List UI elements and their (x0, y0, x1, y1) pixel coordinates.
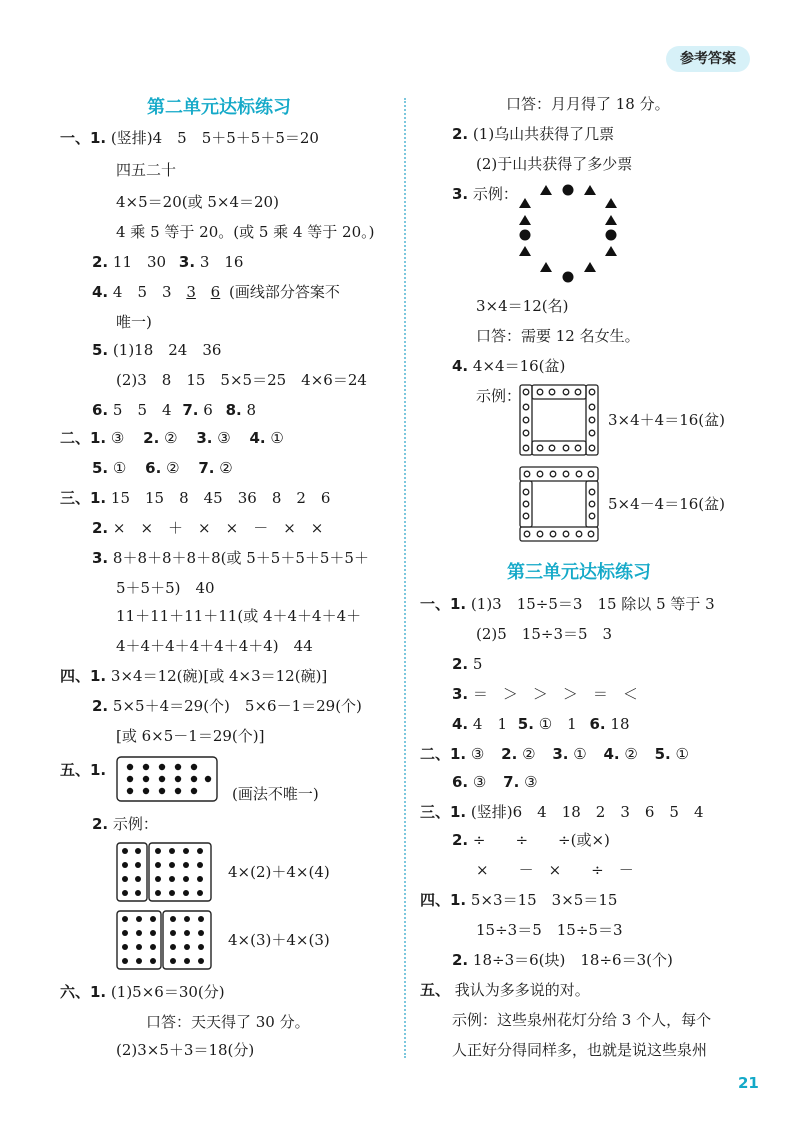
answer-text: ② (522, 745, 536, 763)
u2-s5-q2 (92, 814, 158, 834)
r-q4 (452, 356, 565, 376)
u2-s1-q1-c: 4×5＝20(或 5×4＝20) (116, 193, 279, 211)
q-number: 6. (589, 715, 606, 733)
q-number: 5. (92, 459, 109, 477)
r-q3-ans: 口答：需要 12 名女生。 (476, 327, 640, 345)
q-number: 三、1. (60, 489, 107, 507)
answer-text: 3 16 (199, 253, 244, 271)
answer-text: 6 (203, 401, 213, 419)
q-number: 2. (452, 125, 469, 143)
answer-text: × × ＋ × × － × × (112, 519, 324, 537)
u2-s3-q1 (60, 488, 330, 508)
u2-s1-q5 (92, 340, 221, 360)
u3-s4-q1 (420, 890, 617, 910)
u2-s6-q1-c: (2)3×5＋3＝18(分) (116, 1041, 255, 1059)
answer-text: 15 15 8 45 36 8 2 6 (110, 489, 331, 507)
u3-s2-row1 (420, 744, 689, 764)
answer-text: ① (270, 429, 284, 447)
q-number: 3. (92, 549, 109, 567)
q-number: 四、1. (420, 891, 467, 909)
q-number: 2. (452, 951, 469, 969)
u2-s2-row2 (92, 458, 233, 478)
q-number: 一、1. (420, 595, 467, 613)
q-number: 3. (196, 429, 213, 447)
q-number: 6. (452, 773, 469, 791)
u2-s1-q1-d: 4 乘 5 等于 20。(或 5 乘 4 等于 20。) (116, 223, 375, 241)
u2-s3-q3-b: 5＋5＋5) 40 (116, 579, 215, 597)
q-number: 二、1. (420, 745, 467, 763)
answer-text: 8＋8＋8＋8＋8(或 5＋5＋5＋5＋5＋ (112, 549, 369, 567)
u3-s1-q3 (452, 684, 638, 704)
u3-s1-q1 (420, 594, 715, 614)
answer-text: ＝ ＞ ＞ ＞ ＝ ＜ (472, 685, 638, 703)
u3-s3-q2 (452, 830, 610, 850)
q-number: 2. (92, 815, 109, 833)
u3-s4-q1-b: 15÷3＝5 15÷5＝3 (476, 921, 623, 939)
answer-text: ÷ ÷ ÷(或×) (472, 831, 610, 849)
u2-s1-q6-q8 (92, 400, 256, 420)
r-q2-b: (2)于山共获得了多少票 (476, 155, 633, 173)
underlined-answer: 6 (210, 283, 221, 301)
u2-s5-q1-no (60, 760, 106, 780)
u3-s1-q1-b: (2)5 15÷3＝5 3 (476, 625, 613, 643)
q-number: 5. (654, 745, 671, 763)
q-number: 五、 (420, 981, 451, 999)
unit2-title: 第二单元达标练习 (147, 97, 291, 118)
u3-s5-b: 示例：这些泉州花灯分给 3 个人，每个 (452, 1011, 712, 1029)
u2-s5-q2-eq1: 4×(2)＋4×(4) (228, 863, 330, 881)
u2-s1-q2-q3 (92, 252, 243, 272)
answer-text: 5 (472, 655, 483, 673)
q-number: 三、1. (420, 803, 467, 821)
shape-circle-figure (512, 182, 624, 284)
r-q4-eq2: 5×4－4＝16(盆) (608, 495, 725, 513)
u3-s2-row2 (452, 772, 538, 792)
q-number: 3. (178, 253, 196, 271)
answer-text: 4 1 (472, 715, 508, 733)
q-number: 4. (249, 429, 266, 447)
u3-s1-q2 (452, 654, 482, 674)
q-number: 4. (452, 357, 469, 375)
answer-text: ② (164, 429, 178, 447)
q-number: 五、1. (60, 761, 107, 779)
answer-text: 4×4＝16(盆) (472, 357, 566, 375)
q-number: 4. (603, 745, 620, 763)
q-number: 7. (182, 401, 199, 419)
u2-s6-q1-b: 口答：天天得了 30 分。 (146, 1013, 310, 1031)
q-number: 四、1. (60, 667, 107, 685)
answer-text: 4 5 3 (112, 283, 172, 301)
q-number: 3. (552, 745, 569, 763)
dot-grid-figure (116, 756, 218, 802)
r-q4-label: 示例： (476, 387, 522, 405)
note-text: (画线部分答案不 (229, 283, 340, 301)
answer-text: (竖排)4 5 5＋5＋5＋5＝20 (110, 129, 319, 147)
answer-text: ① (573, 745, 587, 763)
r-q2 (452, 124, 614, 144)
answer-text: ① (112, 459, 127, 477)
u3-s4-q2 (452, 950, 673, 970)
u3-s5 (420, 980, 590, 1000)
answer-text: ② (624, 745, 638, 763)
q-number: 2. (143, 429, 160, 447)
answer-text: 11 30 (112, 253, 167, 271)
answer-text: (1)3 15÷5＝3 15 除以 5 等于 3 (470, 595, 715, 613)
q-number: 4. (92, 283, 109, 301)
answer-text: 18÷3＝6(块) 18÷6＝3(个) (472, 951, 673, 969)
answer-text: (1)乌山共获得了几票 (472, 125, 615, 143)
r-cont: 口答：月月得了 18 分。 (506, 95, 670, 113)
q-number: 六、1. (60, 983, 107, 1001)
u2-s3-q3-d: 4＋4＋4＋4＋4＋4＋4) 44 (116, 637, 313, 655)
u2-s3-q2 (92, 518, 323, 538)
flower-pot-square-figure-1 (518, 382, 600, 458)
answer-text: 5 5 4 (112, 401, 172, 419)
q-number: 8. (225, 401, 242, 419)
example-label: 示例： (112, 815, 158, 833)
u2-s1-q4-note2: 唯一) (116, 313, 152, 331)
q-number: 2. (501, 745, 518, 763)
answer-text: 8 (246, 401, 257, 419)
column-divider (404, 98, 406, 1058)
u2-s4-q2-b: [或 6×5－1＝29(个)] (116, 727, 265, 745)
u2-s1-q1 (60, 128, 319, 148)
r-q4-eq1: 3×4＋4＝16(盆) (608, 411, 725, 429)
q-number: 2. (452, 831, 469, 849)
answer-text: (1)5×6＝30(分) (110, 983, 225, 1001)
flower-pot-square-figure-2 (518, 464, 600, 544)
q-number: 6. (145, 459, 162, 477)
answer-key-badge: 参考答案 (666, 46, 750, 72)
u3-s3-q2-b: × － × ÷ － (476, 861, 634, 879)
u2-s2-row1 (60, 428, 284, 448)
example-label: 示例： (472, 185, 518, 203)
q-number: 4. (452, 715, 469, 733)
u2-s6-q1 (60, 982, 225, 1002)
unit3-title: 第三单元达标练习 (507, 562, 651, 583)
u2-s1-q1-b: 四五二十 (116, 161, 177, 179)
underlined-answer: 3 (186, 283, 196, 301)
answer-text: 5×5＋4＝29(个) 5×6－1＝29(个) (112, 697, 362, 715)
answer-text: 3×4＝12(碗)[或 4×3＝12(碗)] (110, 667, 328, 685)
answer-text: ③ (524, 773, 538, 791)
q-number: 7. (198, 459, 215, 477)
q-number: 3. (452, 685, 469, 703)
u2-s4-q1 (60, 666, 327, 686)
u2-s4-q2 (92, 696, 362, 716)
answer-text: 18 (610, 715, 630, 733)
answer-text: ① 1 (538, 715, 577, 733)
u2-s3-q3-c: 11＋11＋11＋11(或 4＋4＋4＋4＋ (116, 607, 362, 625)
q-number: 3. (452, 185, 469, 203)
u3-s5-c: 人正好分得同样多，也就是说这些泉州 (452, 1041, 708, 1059)
answer-text: ③ (110, 429, 125, 447)
answer-text: ② (166, 459, 180, 477)
answer-text: 我认为多多说的对。 (454, 981, 590, 999)
page-number: 21 (738, 1074, 759, 1092)
r-q3 (452, 184, 518, 204)
answer-text: ② (219, 459, 233, 477)
dot-grid-2-4-figure (116, 842, 212, 902)
u3-s1-q4-q6 (452, 714, 630, 734)
answer-text: (竖排)6 4 18 2 3 6 5 4 (470, 803, 704, 821)
answer-text: (1)18 24 36 (112, 341, 222, 359)
q-number: 6. (92, 401, 109, 419)
q-number: 7. (503, 773, 520, 791)
q-number: 5. (517, 715, 534, 733)
u2-s5-q1-note: (画法不唯一) (232, 785, 319, 803)
u2-s1-q4 (92, 282, 340, 302)
q-number: 2. (92, 519, 109, 537)
q-number: 2. (452, 655, 469, 673)
u2-s1-q5-b: (2)3 8 15 5×5＝25 4×6＝24 (116, 371, 367, 389)
q-number: 二、1. (60, 429, 107, 447)
q-number: 2. (92, 253, 109, 271)
q-number: 2. (92, 697, 109, 715)
answer-text: ③ (470, 745, 485, 763)
answer-text: ③ (217, 429, 231, 447)
r-q3-eq: 3×4＝12(名) (476, 297, 569, 315)
u3-s3-q1 (420, 802, 704, 822)
answer-text: ③ (472, 773, 487, 791)
q-number: 5. (92, 341, 109, 359)
answer-text: 5×3＝15 3×5＝15 (470, 891, 618, 909)
dot-grid-3-3-figure (116, 910, 212, 970)
q-number: 一、1. (60, 129, 107, 147)
u2-s5-q2-eq2: 4×(3)＋4×(3) (228, 931, 330, 949)
answer-text: ① (675, 745, 689, 763)
u2-s3-q3 (92, 548, 369, 568)
